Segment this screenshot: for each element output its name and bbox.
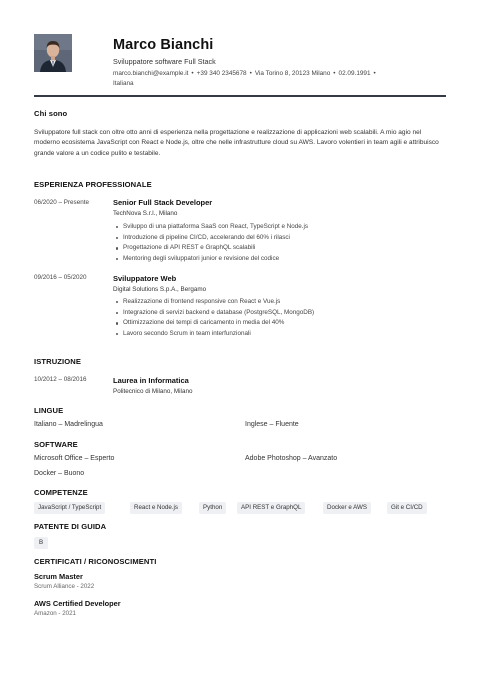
job-title: Sviluppatore Web [113,274,177,283]
person-name: Marco Bianchi [113,37,214,53]
job-company: Digital Solutions S.p.A., Bergamo [113,286,207,293]
software-item: Adobe Photoshop – Avanzato [245,455,338,462]
resume-header [34,34,446,94]
list-item: Realizzazione di frontend responsive con React e Vue.js [113,297,433,308]
certificate-issuer: Amazon - 2021 [34,610,76,617]
phone-text[interactable]: +39 340 2345678 [196,70,247,77]
separator: • [249,70,252,77]
certificates-heading: CERTIFICATI / RICONOSCIMENTI [34,557,157,566]
separator: • [373,70,376,77]
languages-heading: LINGUE [34,406,64,415]
school-name: Politecnico di Milano, Milano [113,388,193,395]
software-heading: SOFTWARE [34,440,78,449]
nationality-text: Italiana [113,80,134,87]
list-item: Mentoring degli sviluppatori junior e revisione del codice [113,254,433,265]
certificate-issuer: Scrum Alliance - 2022 [34,583,95,590]
header-divider [34,95,446,97]
list-item: Lavoro secondo Scrum in team interfunzionali [113,329,433,340]
skill-tag: Docker e AWS [323,502,371,514]
certificate-name: AWS Certified Developer [34,599,121,608]
job-company: TechNova S.r.l., Milano [113,210,178,217]
skill-tag: React e Node.js [130,502,182,514]
skill-tag: JavaScript / TypeScript [34,502,105,514]
language-item: Italiano – Madrelingua [34,421,103,428]
about-heading: Chi sono [34,109,68,118]
software-item: Docker – Buono [34,470,85,477]
job-bullets [113,222,433,264]
list-item: Progettazione di API REST e GraphQL scalabili [113,243,433,254]
software-item: Microsoft Office – Esperto [34,455,115,462]
contact-line [113,69,443,89]
list-item: Integrazione di servizi backend e database (PostgreSQL, MongoDB) [113,308,433,319]
job-title: Senior Full Stack Developer [113,198,213,207]
education-heading: ISTRUZIONE [34,357,81,366]
person-role: Sviluppatore software Full Stack [113,57,216,66]
job-bullets [113,297,433,339]
separator: • [191,70,194,77]
license-heading: PATENTE DI GUIDA [34,522,107,531]
experience-heading: ESPERIENZA PROFESSIONALE [34,180,152,189]
skill-tag: Python [199,502,226,514]
skill-tag: Git e CI/CD [387,502,427,514]
job-dates: 09/2016 – 05/2020 [34,274,87,281]
about-text: Sviluppatore full stack con oltre otto anni di esperienza nella progettazione e realizzazione di applicazioni web scalabili. A mio agio nel moderno ecosistema JavaScript con React e Node.js, oltre che nelle infrastrutture cloud su AWS. Lavoro volentieri in team agili e attribuisco grande valore a un codice pulito e testabile. [34,129,439,157]
language-item: Inglese – Fluente [245,421,299,428]
address-text: Via Torino 8, 20123 Milano [254,70,331,77]
skill-tags [34,502,454,516]
person-photo-icon [34,34,72,72]
email-text[interactable]: marco.bianchi@example.it [113,70,189,77]
license-badge: B [34,537,48,549]
skills-heading: COMPETENZE [34,488,88,497]
list-item: Ottimizzazione dei tempi di caricamento in media del 40% [113,318,433,329]
list-item: Sviluppo di una piattaforma SaaS con React, TypeScript e Node.js [113,222,433,233]
list-item: Introduzione di pipeline CI/CD, accelerando del 60% i rilasci [113,233,433,244]
degree-title: Laurea in Informatica [113,376,189,385]
education-dates: 10/2012 – 08/2016 [34,376,87,383]
separator: • [333,70,336,77]
certificate-name: Scrum Master [34,572,83,581]
skill-tag: API REST e GraphQL [237,502,305,514]
birthdate-text: 02.09.1991 [338,70,371,77]
job-dates: 06/2020 – Presente [34,199,89,206]
